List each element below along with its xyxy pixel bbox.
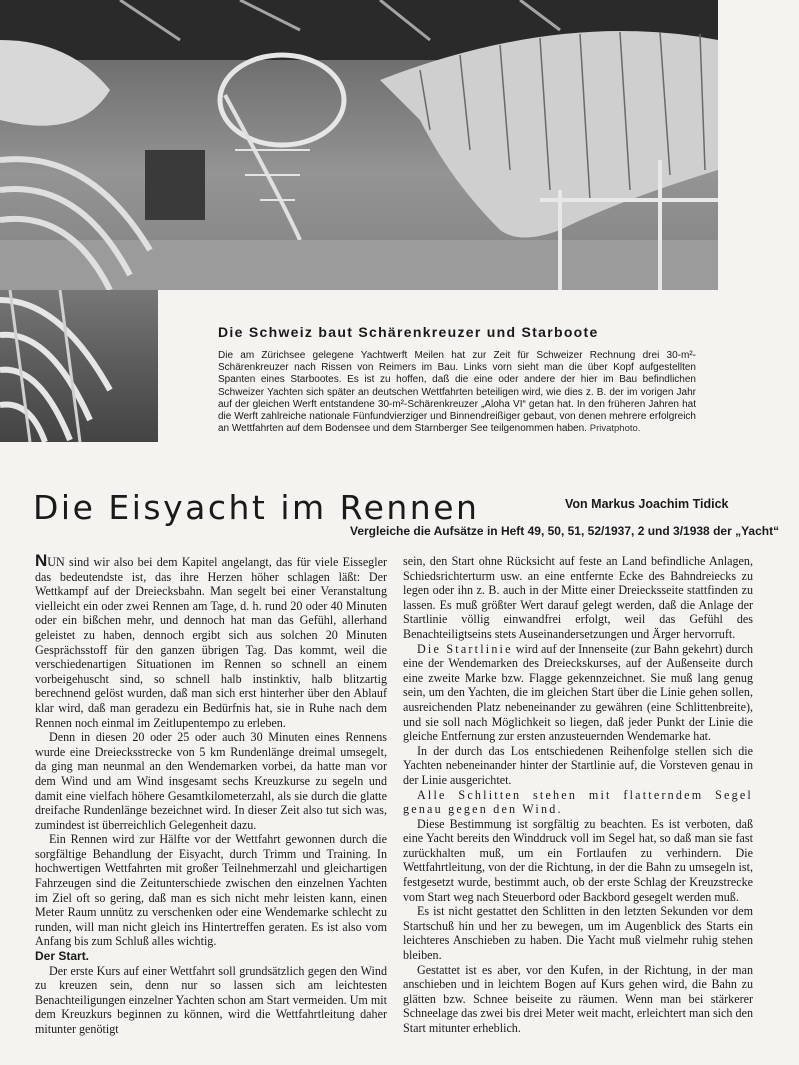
- spaced-phrase: Die Startlinie: [417, 641, 513, 656]
- caption-title: Die Schweiz baut Schärenkreuzer und Starboote: [218, 324, 599, 340]
- paragraph: Der erste Kurs auf einer Wettfahrt soll grundsätzlich gegen den Wind zu kreuzen sein, denn nur so lassen sich am leichtesten Benachteiligungen einzelner Yachten schon am Start vermeiden. Um mit dem Kreuzkurs beginnen zu können, wird die Wettfahrtleitung daher mitunter genötigt: [35, 963, 387, 1036]
- boatyard-photo-drawing: [0, 0, 718, 290]
- caption-body: Die am Zürichsee gelegene Yachtwerft Meilen hat zur Zeit für Schweizer Rechnung drei 30-m²-Schärenkreuzer nach Rissen von Reimers im Bau. Links vorn sieht man die über Kopf aufgestellten Spanten eines Starbootes. Es ist zu hoffen, daß die eine oder andere der hier im Bau befindlichen Schweizer Yachten sich später an deutschen Wettfahrten beteiligen wird, wie dies z. B. der im vorigen Jahr auf der gleichen Werft entstandene 30-m²-Schärenkreuzer „Aloha VI“ getan hat. In den früheren Jahren hat die Werft zahlreiche nationale Fünfundvierziger und Binnendreißiger gebaut, von denen mehrere erfolgreich an Wettfahrten auf dem Bodensee und dem Starnberger See teilgenommen haben.: [218, 350, 696, 435]
- article-author: Von Markus Joachim Tidick: [565, 497, 729, 511]
- paragraph: sein, den Start ohne Rücksicht auf feste an Land befindliche Anlagen, Schiedsrichterturm usw. an eine entfernte Ecke des Bahndreiecks zu legen oder ihn z. B. auch in der Mitte einer Dreiecksseite stattfinden zu lassen. Es muß größter Wert darauf gelegt werden, daß die Anlage der Startlinie völlig einwandfrei erfolgt, weil das Gefühl des Benachteiligtseins stets Auseinandersetzungen und Ärger hervorruft.: [403, 554, 753, 641]
- paragraph: Denn in diesen 20 oder 25 oder auch 30 Minuten eines Rennens wurde eine Dreiecksstrecke von 5 km Rundenlänge dreimal umsegelt, da ging man neunmal an den Wendemarken vorbei, da hatte man vor dem Wind und am Wind insgesamt sechs Kreuzkurse zu segeln und damit eine vielfach höhere Gesamtkilometerzahl, als sie durch die glatte dreifache Rundenlänge bezeichnet wird. In dieser Zeit also tut sich was, zumindest ist überreichlich Gelegenheit dazu.: [35, 730, 387, 832]
- article-subhead: Vergleiche die Aufsätze in Heft 49, 50, 51, 52/1937, 2 und 3/1938 der „Yacht“: [350, 524, 780, 538]
- paragraph: Diese Bestimmung ist sorgfältig zu beachten. Es ist verboten, daß eine Yacht bereits den Winddruck voll im Segel hat, so daß man sie fast zurückhalten muß, um ein Fortlaufen zu verhindern. Die Wettfahrtleitung, von der die Richtung, in der die Bahn zu umsegeln ist, festgesetzt wurde, bestimmt auch, ob der erste Schlag der Kreuzstrecke vom Start weg nach Steuerbord oder Backbord gesegelt werden muß.: [403, 816, 753, 904]
- starboat-frames-drawing: [0, 290, 158, 442]
- paragraph: [35, 551, 387, 730]
- emphasized-rule: Alle Schlitten stehen mit flatterndem Segel genau gegen den Wind.: [403, 787, 753, 817]
- paragraph-text: UN sind wir also bei dem Kapitel angelangt, das für viele Eissegler das bedeutendste ist, das ihre Herzen höher schlagen läßt: Der Wettkampf auf der Dreiecksbahn. Man segelt bei einer Veranstaltung vielleicht ein oder zwei Rennen am Tage, d. h. rund 20 oder 40 Minuten oder ein bißchen mehr, und dennoch hat man das Gefühl, allerhand geleistet zu haben, dennoch ergibt sich aus solchen 20 Minuten Gesprächsstoff für den ganzen übrigen Tag. Das kommt, weil die verschiedenartigen Situationen im Rennen so schnell an einem vorbeigehuscht sind, so schnell halb instinktiv, halb blitzartig berechnend gelöst wurden, daß man sich erst hinterher über den Ablauf klar wird, daß man geradezu ein Bedürfnis hat, sie in Ruhe nach dem Rennen noch einmal im Zeitlupentempo zu erleben.: [35, 555, 387, 730]
- article-headline: Die Eisyacht im Rennen: [33, 488, 480, 527]
- boatyard-photo-lower-left: [0, 290, 158, 442]
- drop-cap: N: [35, 551, 48, 570]
- caption-text: [218, 350, 696, 435]
- paragraph: Ein Rennen wird zur Hälfte vor der Wettfahrt gewonnen durch die sorgfältige Behandlung der Eisyacht, durch Trimm und Training. In hochwertigen Wettfahrten mit großer Teilnehmerzahl und gleichartigen Fahrzeugen sind die Zeitunterschiede zwischen den einzelnen Yachten im Ziel oft so gering, daß man es sich nicht mehr leisten kann, einen Meter Raum unnütz zu verschenken oder eine Wendemarke schlecht zu runden, will man nicht gleich ins Hintertreffen geraten. Es ist also vom Anfang bis zum Schluß alles wichtig.: [35, 832, 387, 949]
- paragraph: In der durch das Los entschiedenen Reihenfolge stellen sich die Yachten nebeneinander hinter der Startlinie auf, die Vorsteven genau in der Linie ausgerichtet.: [403, 743, 753, 787]
- article-column-right: [403, 554, 753, 1036]
- paragraph: Es ist nicht gestattet den Schlitten in den letzten Sekunden vor dem Startschuß hin und her zu bewegen, um im Augenblick des Starts ein leichteres Anschieben zu haben. Die Yacht muß vielmehr ruhig stehen bleiben.: [403, 904, 753, 963]
- paragraph: Gestattet ist es aber, vor den Kufen, in der Richtung, in der man anschieben und in leichtem Bogen auf Kurs gehen wird, die Bahn zu glätten bzw. Schnee beiseite zu räumen. Wenn man bei stärkerer Schneelage das zwei bis drei Meter weit macht, erleichtert man sich den Start mitunter erheblich.: [403, 962, 753, 1035]
- boatyard-photo: [0, 0, 718, 290]
- article-column-left: [35, 551, 387, 1037]
- photo-credit: Privatphoto.: [589, 423, 641, 435]
- paragraph-text: wird auf der Innenseite (zur Bahn gekehrt) durch eine der Wendemarken des Dreieckskurses, auf der Außenseite durch eine zweite Marke bzw. Flagge gekennzeichnet. Sie muß lang genug sein, um den Yachten, die im gleichen Start über die Linie gehen sollen, ausreichenden Platz nebeneinander zu gewähren (eine Schlittenbreite), und sie soll nach Möglichkeit so liegen, daß jeder Punkt der Linie die gleiche Entfernung zur ersten anzusteuernden Wendemarke hat.: [403, 641, 754, 744]
- section-heading: Der Start.: [35, 949, 90, 964]
- paragraph: [403, 642, 753, 744]
